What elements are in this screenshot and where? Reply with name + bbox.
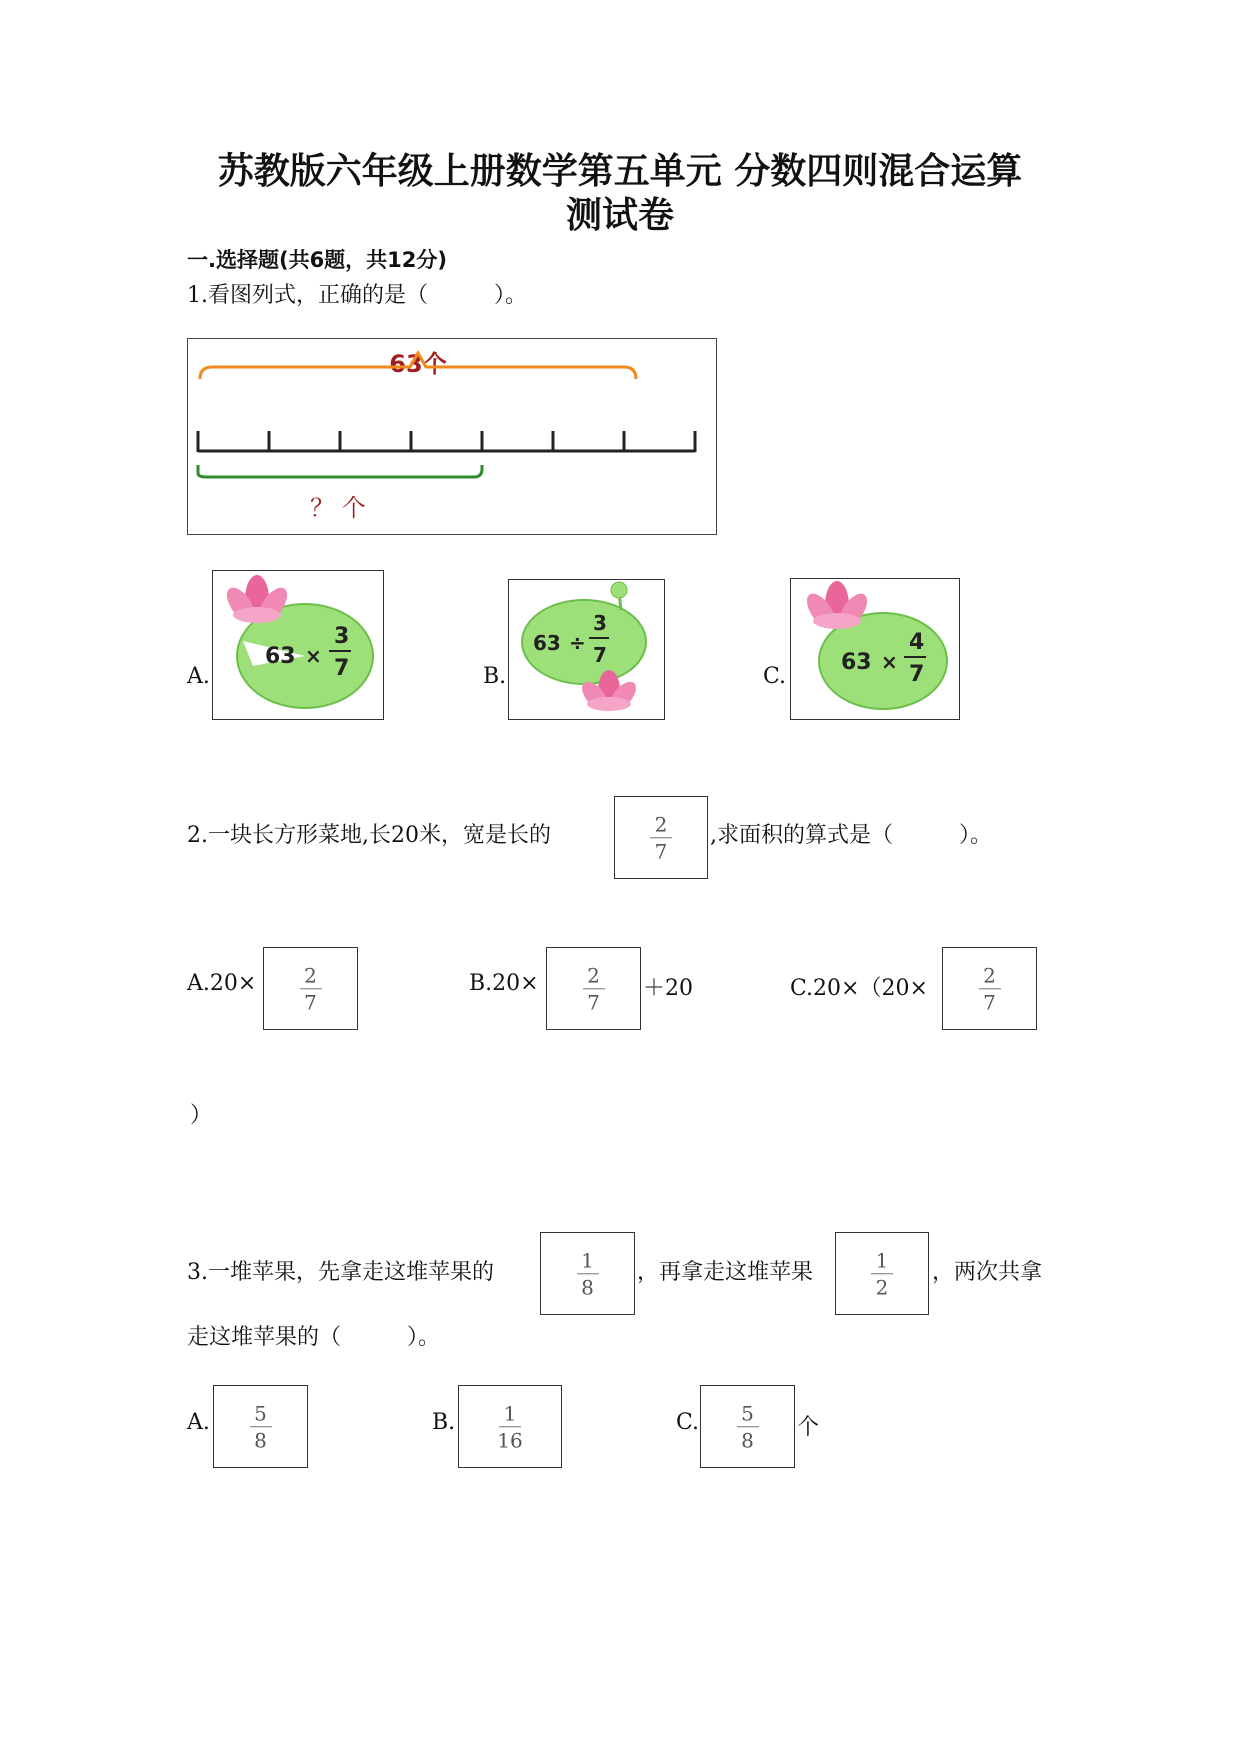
- option-a-lhs: 63: [265, 644, 296, 669]
- option-c-lhs: 63: [841, 650, 872, 675]
- denominator: 8: [741, 1428, 754, 1453]
- part-brace: [198, 465, 482, 477]
- page-title: 苏教版六年级上册数学第五单元 分数四则混合运算: [217, 151, 1023, 192]
- numerator: 2: [304, 962, 317, 987]
- question-2-text-before: 2.一块长方形菜地,长20米，宽是长的: [187, 823, 551, 848]
- question-3-text-b: ，再拿走这堆苹果: [637, 1260, 814, 1285]
- question-3-text-c: ，两次共拿: [932, 1260, 1043, 1285]
- q3-option-b-letter[interactable]: B.: [432, 1410, 456, 1435]
- option-a-denominator: 7: [334, 656, 350, 681]
- denominator: 16: [497, 1428, 523, 1453]
- option-c-numerator: 4: [909, 630, 925, 655]
- q1-option-a-letter[interactable]: A.: [187, 664, 210, 689]
- total-label: 63个: [389, 350, 447, 378]
- question-1-text: 1.看图列式，正确的是（ ）。: [187, 283, 527, 308]
- q1-option-c-image[interactable]: [790, 578, 960, 720]
- question-3-text-line2: 走这堆苹果的（ ）。: [187, 1325, 441, 1350]
- q3-option-c-fraction-box[interactable]: [700, 1385, 795, 1468]
- q2-option-b-fraction-box[interactable]: [546, 947, 641, 1030]
- q3-option-c-letter[interactable]: C.: [676, 1410, 700, 1435]
- q2-fraction-box: [614, 796, 708, 879]
- numerator: 2: [983, 962, 996, 987]
- numerator: 1: [875, 1247, 889, 1272]
- q1-bar-diagram: [187, 338, 717, 535]
- q2-option-c-closing-paren: ）: [190, 1103, 213, 1128]
- question-3-text-a: 3.一堆苹果，先拿走这堆苹果的: [187, 1260, 494, 1285]
- option-b-operator: ÷: [569, 631, 586, 655]
- lily-pad-icon: [509, 580, 663, 718]
- bar-diagram-svg: [188, 339, 715, 533]
- denominator: 8: [254, 1428, 267, 1453]
- q2-option-c-prefix[interactable]: C.20×（20×: [790, 976, 928, 1001]
- q1-option-c-letter[interactable]: C.: [763, 664, 787, 689]
- option-b-denominator: 7: [593, 643, 607, 667]
- q1-option-a-image[interactable]: [212, 570, 384, 720]
- q3-option-a-letter[interactable]: A.: [187, 1410, 210, 1435]
- denominator: 7: [587, 990, 600, 1015]
- tick-marks: [198, 431, 695, 452]
- q2-frac-denominator: 7: [654, 839, 668, 864]
- denominator: 7: [304, 990, 317, 1015]
- numerator: 5: [254, 1400, 267, 1425]
- lily-pad-icon: [213, 571, 382, 718]
- q2-option-c-fraction-box[interactable]: [942, 947, 1037, 1030]
- q1-option-b-letter[interactable]: B.: [483, 664, 507, 689]
- q3-fraction-1-box: [540, 1232, 635, 1315]
- option-b-numerator: 3: [593, 611, 607, 635]
- q3-fraction-2-box: [835, 1232, 929, 1315]
- q2-frac-numerator: 2: [654, 811, 668, 836]
- denominator: 8: [581, 1275, 594, 1300]
- q3-option-b-fraction-box[interactable]: [458, 1385, 562, 1468]
- numerator: 5: [741, 1400, 754, 1425]
- q2-option-a-fraction-box[interactable]: [263, 947, 358, 1030]
- q2-option-b-suffix: ＋20: [643, 976, 693, 1001]
- option-c-denominator: 7: [909, 662, 925, 687]
- q2-option-b-prefix[interactable]: B.20×: [469, 971, 539, 996]
- q3-option-c-suffix: 个: [797, 1415, 820, 1440]
- q3-option-a-fraction-box[interactable]: [213, 1385, 308, 1468]
- option-c-operator: ×: [881, 650, 898, 674]
- option-a-operator: ×: [305, 644, 322, 668]
- question-2-text-after: ,求面积的算式是（ ）。: [710, 823, 992, 848]
- denominator: 2: [875, 1275, 889, 1300]
- page-title-line2: 测试卷: [565, 195, 674, 236]
- q1-option-b-image[interactable]: [508, 579, 665, 720]
- option-a-numerator: 3: [334, 624, 350, 649]
- part-label: ？ 个: [310, 494, 366, 522]
- option-b-lhs: 63: [533, 631, 561, 655]
- numerator: 1: [581, 1247, 594, 1272]
- lily-pad-icon: [791, 579, 958, 718]
- numerator: 2: [587, 962, 600, 987]
- section-heading: 一.选择题(共6题，共12分): [187, 248, 448, 272]
- numerator: 1: [503, 1400, 517, 1425]
- q2-option-a-prefix[interactable]: A.20×: [187, 971, 257, 996]
- denominator: 7: [983, 990, 996, 1015]
